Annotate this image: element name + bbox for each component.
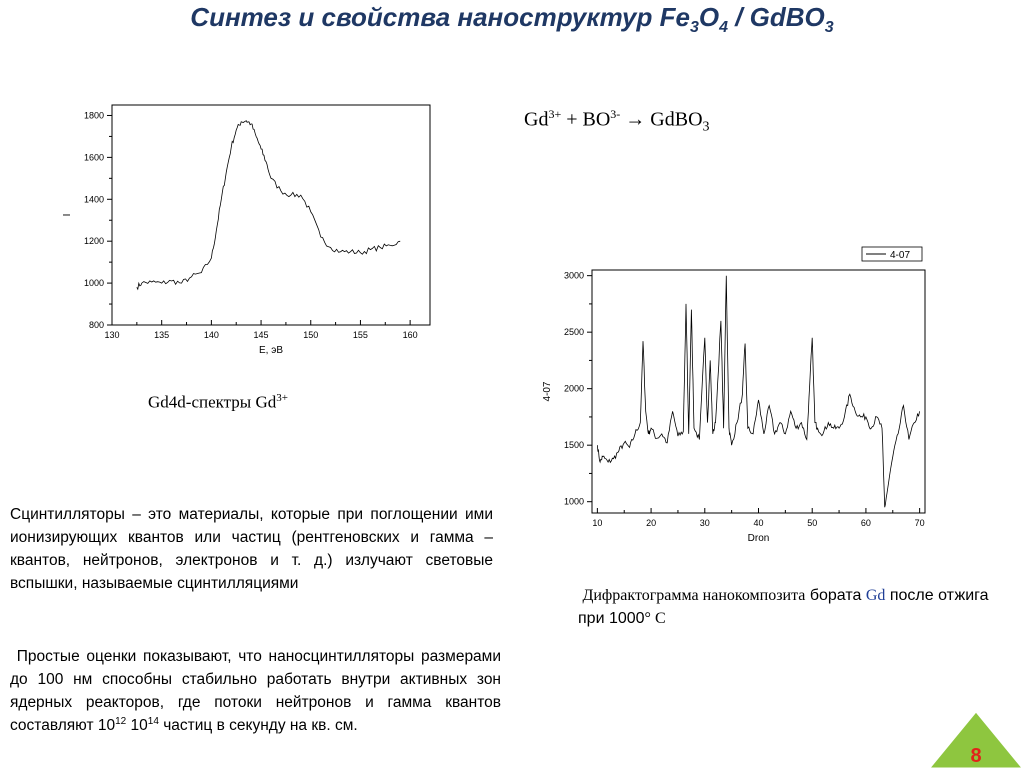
- xrd-diffractogram-chart: [525, 240, 935, 558]
- xrd-x-tick-label: 40: [753, 518, 764, 528]
- xrd-x-tick-label: 10: [592, 518, 603, 528]
- spectrum-y-tick-label: 1400: [83, 194, 104, 205]
- xrd-y-tick-label: 1500: [563, 440, 584, 451]
- spectrum-y-tick-label: 800: [88, 320, 104, 330]
- spectrum-plot-frame: [112, 105, 430, 325]
- spectrum-x-tick-label: 130: [104, 330, 120, 340]
- xrd-x-axis-label: Dron: [747, 533, 770, 544]
- xrd-x-tick-label: 60: [860, 518, 871, 528]
- reaction-formula: $Gd^{3+} + BO^{3-}$ → GdBO$_3$: [524, 107, 710, 135]
- spectrum-series-line: [137, 121, 400, 290]
- spectrum-x-tick-label: 135: [154, 330, 170, 340]
- xrd-diffractogram-svg: [525, 240, 935, 558]
- xrd-y-tick-label: 3000: [563, 270, 584, 281]
- scintillator-definition: Сцинтилляторы – это материалы, которые при поглощении ими ионизирующих квантов или частиц (рентгеновских и гамма – квантов, нейтронов, электронов и т. д.) излучают световые вспышки, называемые сцинтилляциями: [10, 506, 493, 592]
- xrd-x-tick-label: 20: [646, 518, 657, 528]
- page-number-badge: [928, 710, 1024, 768]
- spectrum-y-tick-label: 1200: [83, 236, 104, 247]
- spectrum-y-tick-label: 1800: [83, 110, 104, 121]
- gd4d-spectrum-svg: [40, 100, 460, 370]
- xrd-plot-frame: [592, 270, 925, 513]
- page-number: 8: [970, 745, 982, 767]
- spectrum-x-tick-label: 155: [352, 330, 368, 340]
- xrd-x-tick-label: 70: [914, 518, 925, 528]
- spectrum-x-tick-label: 140: [203, 330, 219, 340]
- gd4d-spectrum-chart: [40, 100, 460, 370]
- xrd-x-tick-label: 50: [807, 518, 818, 528]
- xrd-y-axis-label: 4-07: [542, 381, 553, 402]
- spectrum-x-tick-label: 150: [303, 330, 319, 340]
- xrd-y-tick-label: 2000: [563, 383, 584, 394]
- spectrum-y-tick-label: 1000: [83, 278, 104, 289]
- slide-title: Синтез и свойства наноструктур $Fe_3O_4$ / GdBO$_3$: [190, 2, 834, 37]
- spectrum-y-axis-label: I: [62, 213, 73, 217]
- xrd-y-tick-label: 1000: [563, 496, 584, 507]
- spectrum-x-axis-label: E, эВ: [259, 345, 283, 356]
- xrd-caption: Дифрактограмма нанокомпозита бората Gd после отжига при 1000° С: [578, 587, 989, 627]
- xrd-y-tick-label: 2500: [563, 327, 584, 338]
- xrd-legend-entry: 4-07: [890, 250, 911, 261]
- xrd-series-line: [597, 276, 919, 508]
- spectrum-caption: Gd4d-спектры $Gd^{3+}$: [148, 392, 288, 412]
- spectrum-x-tick-label: 160: [402, 330, 418, 340]
- xrd-x-tick-label: 30: [699, 518, 710, 528]
- spectrum-x-tick-label: 145: [253, 330, 269, 340]
- spectrum-y-tick-label: 1600: [83, 152, 104, 163]
- triangle-badge-icon: [928, 710, 1024, 768]
- nanoscintillator-estimate: Простые оценки показывают, что наносцинтилляторы размерами до 100 нм способны стабильно работать внутри активных зон ядерных реакторов, где потоки нейтронов и гамма квантов составляют $10^{12}$ $10^{14}$ частиц в секунду на кв. см.: [10, 648, 501, 734]
